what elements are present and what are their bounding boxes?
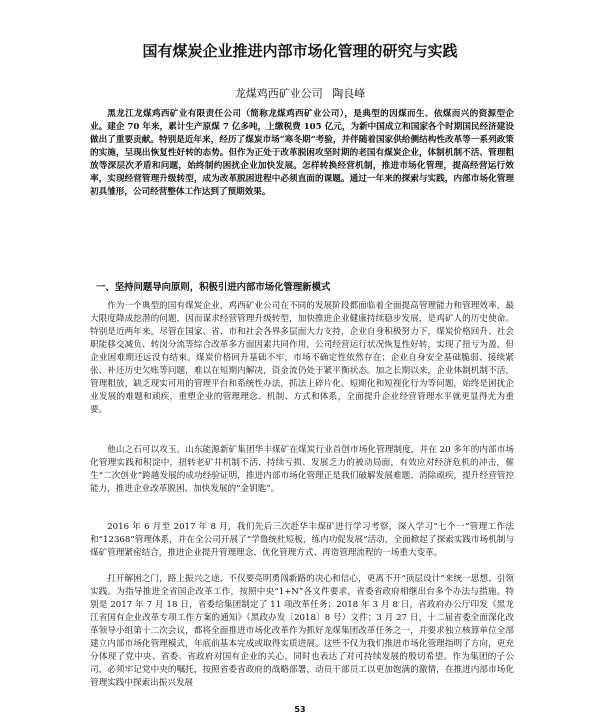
body-paragraph: 作为一个典型的国有煤炭企业，鸡西矿业公司在不同的发展阶段都面临着全面提高管理能力和管理效率，最大限度降成挖潜的问题，因而谋求经营管理升级转型，加快推进企业健康持续稳步发展，是鸡矿人的历史使命。特别是近两年来，尽管在国家、省、市和社会各界多层面大力支持，企业自身积极努力下，煤炭价格回升、社会职能移交减负、转岗分流等综合改革多方面因素共同作用，公司经营运行状况恢复性好转，实现了扭亏为盈，但企业困难期还远没有结束。煤炭价格回升基础不牢，市场不确定性依然存在；企业自身安全基础脆弱、接续紧张、补还历史欠账等问题，难以在短期内解决，资金流仍处于紧平衡状态。加之长期以来，企业体制机制不活，管理粗放，缺乏现实可用的管理平台和系统性办法，抓法上碎片化、短期化和短视化行为等问题，始终是困扰企业发展的难题和顽疾，重塑企业的管理理念、机制、方式和体系，全面提升企业经营管理水平就更显得尤为重要。: [90, 301, 514, 415]
abstract-paragraph: 黑龙江龙煤鸡西矿业有限责任公司（简称龙煤鸡西矿业公司），是典型的因煤而生、依煤而兴的资源型企业。建企 70 年来，累计生产原煤 7 亿多吨，上缴税费 105 亿元，为新中国成立和国家各个时期国民经济建设做出了重要贡献。特别是近年来，经历了煤炭市场“寒冬期”考验，并伴随着国家供给侧结构性改革等一系列政策的实施，呈现出恢复性好转的态势。但作为正处于改革脱困攻坚时期的老国有煤炭企业，体制机制不活、管理粗放等深层次矛盾和问题，始终制约困扰企业加快发展。怎样转换经营机制，推进市场化管理，提高经营运行效率，实现经营管理升级转型，成为改革脱困进程中必须直面的课题。通过一年来的探索与实践，内部市场化管理初具雏形，公司经营整体工作达到了预期效果。: [90, 109, 514, 197]
body-paragraph: 打开解困之门，路上振兴之途，不仅要亮明勇闯新路的决心和信心，更离不开“顶层设计”来统一思想、引领实践。为指导推进全省国企改革工作，按照中央“1+N”各文件要求，省委省政府相继出台多个办法与措施。特别是 2017 年 7 月 18 日，省委给集团制定了 11 项改革任务；2018 年 3 月 8 日，省政府办公厅印发《黑龙江省国有企业改革专项工作方案的通知》（黑政办发〔2018〕8 号）文件；3 月 27 日，十二届省委全面深化改革领导小组第十二次会议，都将全面推进市场化改革作为抓好龙煤集团改革任务之一，并要求独立核算单位全部建立内部市场化管理模式，年底前基本完成或取得实质进展。这些不仅为我们推进市场化管理指明了方向，更充分体现了党中央、省委、省政府对国有企业的关心，同时也表达了对可持续发展的殷切希望。作为集团的子公司，必须牢记党中央的嘱托，按照省委省政府的战略部署，动员干部员工以更加饱满的激情，在推进内部市场化管理实践中探索出振兴发展: [90, 574, 514, 688]
body-paragraph: 他山之石可以攻玉。山东能源新矿集团华丰煤矿在煤炭行业首创市场化管理制度，并在 20 多年的内部市场化管理实践和积淀中，扭转老矿井机制不活、持续亏损、发展乏力的被动局面，有效应对经济危机的冲击，催生“二次创业”跨越发展的成功经验证明，推进内部市场化管理正是我们破解发展难题、消除顽疾，提升经营管控能力，推进企业改革脱困、加快发展的“金钥匙”。: [90, 445, 514, 494]
page-number: 53: [294, 705, 306, 714]
section-heading: 一、坚持问题导向原则，积极引进内部市场化管理新模式: [96, 282, 331, 293]
author-byline: 龙煤鸡西矿业公司 陶良峰: [234, 87, 366, 100]
body-paragraph: 2016 年 6 月至 2017 年 8 月，我们先后三次赴华丰煤矿进行学习考察，深入学习“七个一”管理工作法和“12368”管理体系，并在全公司开展了“学鲁统杜短板，练内功促发展”活动，全面掀起了探索实践市场机制与煤矿管理紧密结合，推进企业提升管理理念、优化管理方式、再造管理流程的一场重大变革。: [90, 522, 514, 558]
article-title: 国有煤炭企业推进内部市场化管理的研究与实践: [142, 42, 458, 60]
